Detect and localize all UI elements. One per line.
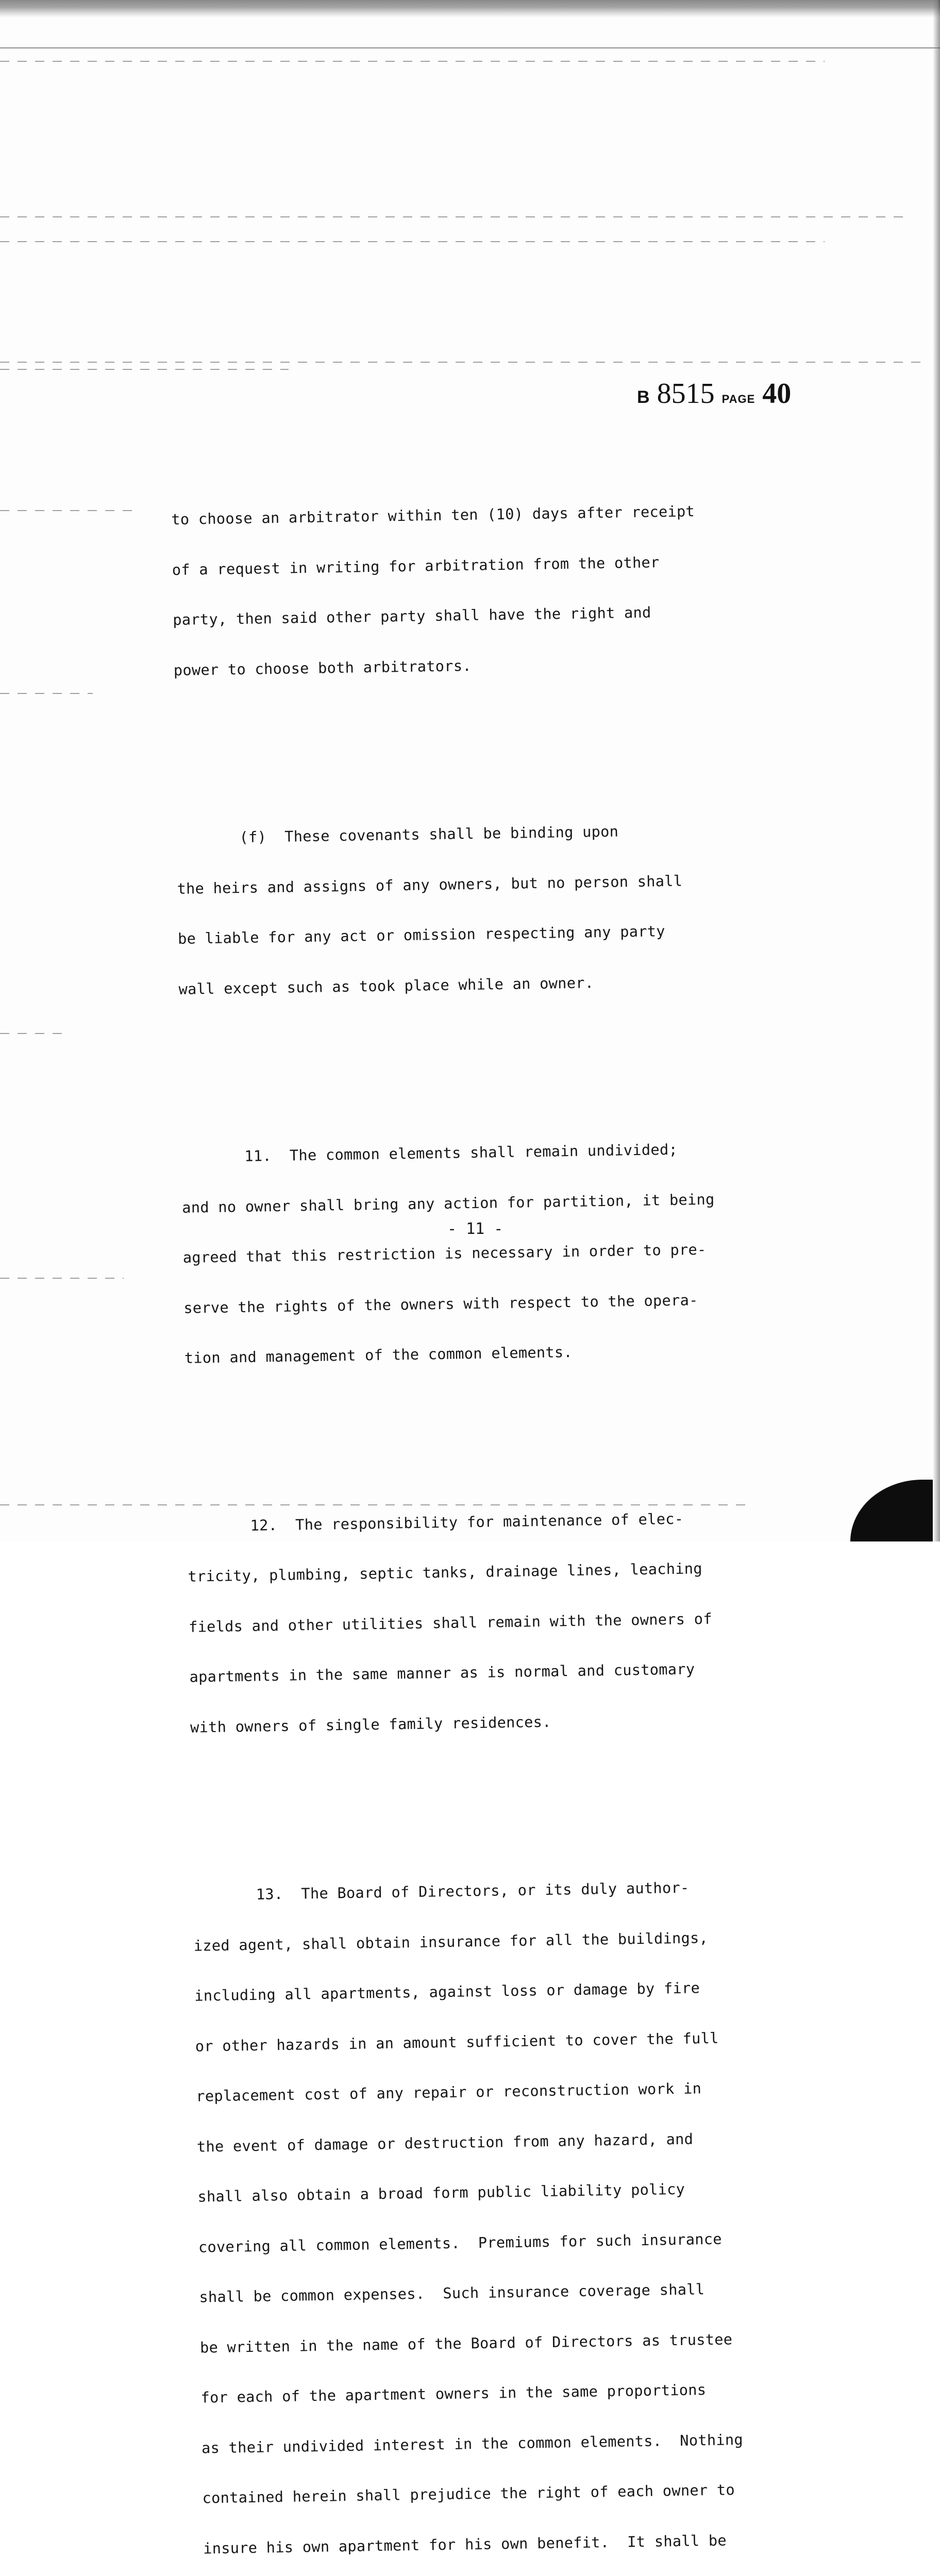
scan-artifact-line (0, 241, 825, 242)
book-prefix: B (637, 387, 650, 407)
text-line: apartments in the same manner as is normal and customary (189, 1660, 695, 1686)
scan-artifact-top (0, 0, 940, 18)
text-line: tricity, plumbing, septic tanks, drainage lines, leaching (188, 1560, 703, 1585)
text-line: covering all common elements. Premiums for such insurance (198, 2230, 722, 2256)
scan-artifact-line (0, 1033, 62, 1034)
paragraph-12 (187, 1475, 825, 1769)
text-line: 12. The responsibility for maintenance of elec- (187, 1510, 684, 1535)
text-line: for each of the apartment owners in the same proportions (200, 2381, 707, 2406)
text-line: the heirs and assigns of any owners, but no person shall (177, 871, 683, 897)
text-line: ized agent, shall obtain insurance for all the buildings, (193, 1928, 709, 1955)
text-line: of a request in writing for arbitration from the other (172, 553, 660, 579)
text-line: tion and management of the common elements. (184, 1343, 573, 1367)
text-line: agreed that this restriction is necessary in order to pre- (182, 1240, 707, 1266)
text-line: and no owner shall bring any action for partition, it being (182, 1190, 715, 1216)
scan-artifact-corner (850, 1480, 933, 1541)
text-line: be written in the name of the Board of Directors as trustee (199, 2330, 733, 2357)
text-line: with owners of single family residences. (190, 1713, 551, 1736)
text-line: shall also obtain a broad form public liability policy (197, 2180, 685, 2206)
scan-artifact-line (0, 47, 940, 48)
paragraph-11 (180, 1106, 819, 1400)
book-number: 8515 (657, 378, 715, 410)
text-line: party, then said other party shall have the right and (173, 603, 651, 629)
text-line: the event of damage or destruction from any hazard, and (196, 2129, 694, 2156)
scan-artifact-line (0, 61, 825, 62)
text-line: (f) These covenants shall be binding upon (176, 822, 619, 847)
scan-artifact-line (0, 216, 907, 217)
text-line: as their undivided interest in the common elements. Nothing (201, 2430, 744, 2457)
text-line: or other hazards in an amount sufficient to cover the full (195, 2029, 719, 2055)
text-line: insure his own apartment for his own benefit. It shall be (203, 2531, 727, 2557)
scan-artifact-line (0, 1278, 124, 1279)
text-line: 13. The Board of Directors, or its duly author- (192, 1878, 690, 1904)
scan-artifact-line (0, 369, 289, 370)
stamp-page-number: 40 (762, 378, 792, 410)
text-line: be liable for any act or omission respecting any party (177, 922, 666, 947)
text-line: replacement cost of any repair or reconstruction work in (196, 2079, 702, 2105)
text-line: wall except such as took place while an owner. (178, 973, 594, 998)
document-body (170, 434, 845, 2576)
text-line: contained herein shall prejudice the right of each owner to (202, 2481, 735, 2507)
text-line: 11. The common elements shall remain undivided; (181, 1140, 678, 1166)
page-label: PAGE (721, 393, 756, 405)
scan-artifact-line (0, 693, 93, 694)
paragraph-13 (192, 1843, 844, 2576)
text-line: power to choose both arbitrators. (173, 656, 472, 679)
page-number-footer: - 11 - (447, 1220, 503, 1238)
scan-artifact-line (0, 362, 928, 363)
text-line: shall be common expenses. Such insurance coverage shall (199, 2280, 705, 2306)
scan-artifact-line (0, 510, 134, 511)
text-line: to choose an arbitrator within ten (10) days after receipt (171, 502, 695, 528)
paragraph-e-continued (171, 468, 808, 712)
paragraph-f (176, 787, 813, 1031)
text-line: serve the rights of the owners with respect to the opera- (183, 1291, 698, 1317)
scan-artifact-edge (933, 0, 940, 1541)
text-line: including all apartments, against loss or damage by fire (194, 1979, 700, 2005)
book-page-stamp (637, 377, 791, 410)
text-line: fields and other utilities shall remain with the owners of (188, 1609, 713, 1636)
